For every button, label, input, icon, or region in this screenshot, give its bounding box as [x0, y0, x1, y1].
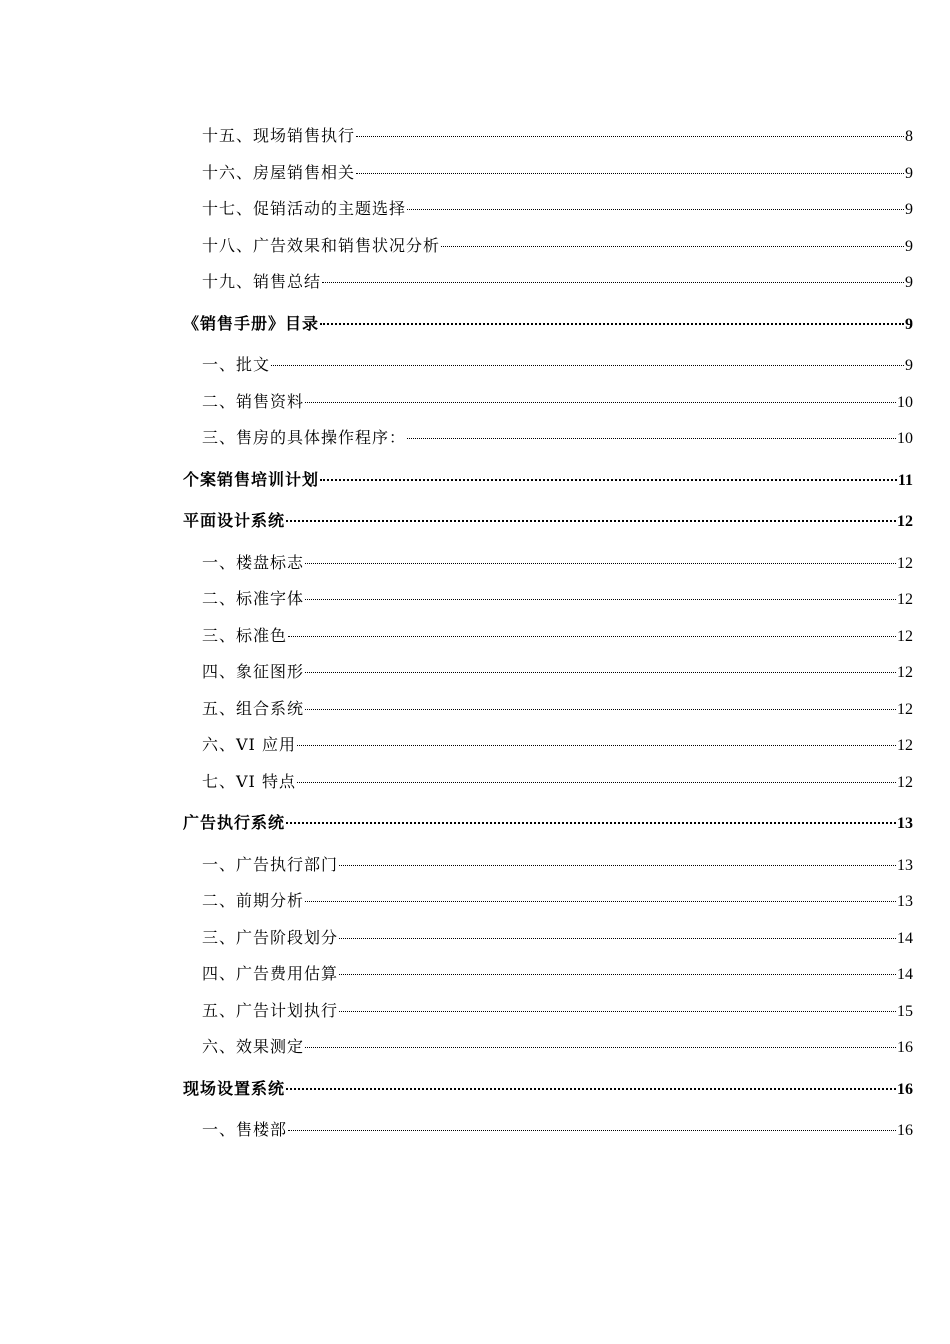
toc-section-ad-execution[interactable]	[183, 805, 913, 842]
toc-page-number: 9	[905, 201, 913, 218]
dot-leader	[297, 781, 896, 783]
toc-page-number: 12	[897, 554, 913, 572]
dot-leader	[322, 281, 904, 283]
toc-entry-label: 一、售楼部	[202, 1120, 288, 1139]
dot-leader	[407, 437, 896, 439]
dot-leader	[288, 1129, 896, 1131]
toc-entry-logo[interactable]	[183, 545, 913, 582]
toc-entry-label: 二、标准字体	[202, 589, 305, 608]
dot-leader	[305, 671, 896, 673]
dot-leader	[339, 1010, 896, 1012]
toc-section-site-setup[interactable]	[183, 1071, 913, 1108]
toc-entry-label: 六、效果测定	[202, 1037, 305, 1056]
toc-entry-vi-features[interactable]	[183, 764, 913, 801]
dot-leader	[305, 708, 896, 710]
toc-entry-ad-stages[interactable]	[183, 920, 913, 957]
toc-entry-label: 十五、现场销售执行	[202, 126, 356, 145]
toc-entry-label: 四、广告费用估算	[202, 964, 339, 983]
dot-leader	[320, 322, 904, 325]
toc-entry-label: 一、批文	[202, 355, 271, 374]
toc-entry-label: 三、广告阶段划分	[202, 927, 339, 947]
toc-entry-label: 个案销售培训计划	[183, 469, 320, 489]
toc-entry-label: 二、销售资料	[202, 391, 305, 411]
dot-leader	[305, 562, 896, 564]
toc-entry-effect-measure[interactable]	[183, 1029, 913, 1066]
toc-page-number: 9	[905, 357, 913, 374]
toc-entry-label: 十七、促销活动的主题选择	[202, 199, 407, 218]
toc-entry-standard-color[interactable]	[183, 618, 913, 655]
toc-entry-sales-materials[interactable]	[183, 384, 913, 421]
toc-page-number: 9	[905, 274, 913, 291]
toc-page-number: 11	[897, 471, 913, 489]
toc-entry-label: 十九、销售总结	[202, 272, 322, 291]
toc-entry-combination[interactable]	[183, 691, 913, 728]
toc-entry-label: 平面设计系统	[183, 511, 286, 530]
toc-entry-label: 一、广告执行部门	[202, 854, 339, 874]
dot-leader	[356, 172, 904, 174]
toc-page-number: 10	[897, 393, 913, 411]
toc-entry-standard-font[interactable]	[183, 581, 913, 618]
toc-entry-label: 十六、房屋销售相关	[202, 162, 356, 182]
toc-entry-symbol-graphic[interactable]	[183, 654, 913, 691]
toc-entry-label: 三、标准色	[202, 625, 288, 645]
dot-leader	[407, 208, 904, 210]
toc-entry-15[interactable]	[183, 118, 913, 155]
dot-leader	[271, 364, 904, 366]
toc-page-number: 8	[905, 128, 913, 145]
toc-entry-label: 五、组合系统	[202, 698, 305, 718]
toc-section-sales-manual[interactable]	[183, 306, 913, 343]
toc-page-number: 12	[897, 627, 913, 645]
toc-page-number: 14	[897, 966, 913, 983]
dot-leader	[441, 245, 904, 247]
toc-entry-label: 六、VI 应用	[202, 735, 296, 754]
toc-page-number: 10	[897, 430, 913, 447]
toc-page-number: 16	[897, 1080, 913, 1098]
dot-leader	[356, 135, 904, 137]
toc-entry-approval[interactable]	[183, 347, 913, 384]
dot-leader	[305, 1046, 896, 1048]
dot-leader	[286, 1087, 896, 1090]
toc-section-graphic-design[interactable]	[183, 503, 913, 540]
dot-leader	[305, 900, 896, 902]
toc-page-number: 9	[905, 164, 913, 182]
toc-entry-label: 十八、广告效果和销售状况分析	[202, 235, 441, 255]
dot-leader	[286, 519, 896, 522]
dot-leader	[339, 973, 896, 975]
toc-entry-ad-department[interactable]	[183, 847, 913, 884]
toc-entry-ad-plan[interactable]	[183, 993, 913, 1030]
toc-entry-label: 现场设置系统	[183, 1078, 286, 1098]
toc-entry-label: 《销售手册》目录	[183, 313, 320, 333]
table-of-contents	[183, 118, 913, 1149]
toc-page-number: 13	[897, 815, 913, 832]
toc-page-number: 12	[897, 700, 913, 718]
toc-entry-procedure[interactable]	[183, 420, 913, 457]
toc-entry-label: 一、楼盘标志	[202, 552, 305, 572]
toc-entry-19[interactable]	[183, 264, 913, 301]
toc-page-number: 12	[897, 773, 913, 791]
toc-page-number: 13	[897, 893, 913, 910]
toc-entry-17[interactable]	[183, 191, 913, 228]
dot-leader	[305, 598, 896, 600]
toc-entry-label: 七、VI 特点	[202, 771, 296, 791]
toc-entry-sales-office[interactable]	[183, 1112, 913, 1149]
dot-leader	[320, 478, 897, 481]
toc-page-number: 16	[897, 1122, 913, 1139]
dot-leader	[305, 401, 896, 403]
dot-leader	[339, 937, 896, 939]
toc-entry-label: 二、前期分析	[202, 891, 305, 910]
toc-page-number: 16	[897, 1039, 913, 1056]
toc-entry-vi-application[interactable]	[183, 727, 913, 764]
toc-page-number: 9	[905, 237, 913, 255]
toc-entry-label: 四、象征图形	[202, 662, 305, 681]
toc-entry-18[interactable]	[183, 228, 913, 265]
toc-entry-preliminary-analysis[interactable]	[183, 883, 913, 920]
toc-page-number: 12	[897, 513, 913, 530]
toc-page-number: 12	[897, 737, 913, 754]
toc-entry-label: 三、售房的具体操作程序：	[202, 428, 407, 447]
toc-entry-label: 五、广告计划执行	[202, 1000, 339, 1020]
toc-entry-ad-budget[interactable]	[183, 956, 913, 993]
toc-section-training-plan[interactable]	[183, 462, 913, 499]
toc-page-number: 12	[897, 591, 913, 608]
toc-page-number: 13	[897, 856, 913, 874]
dot-leader	[288, 635, 896, 637]
toc-page-number: 12	[897, 664, 913, 681]
dot-leader	[286, 821, 896, 824]
dot-leader	[297, 744, 896, 746]
toc-page-number: 14	[897, 929, 913, 947]
toc-page-number: 9	[905, 315, 913, 333]
toc-page-number: 15	[897, 1002, 913, 1020]
dot-leader	[339, 864, 896, 866]
toc-entry-16[interactable]	[183, 155, 913, 192]
toc-entry-label: 广告执行系统	[183, 813, 286, 832]
